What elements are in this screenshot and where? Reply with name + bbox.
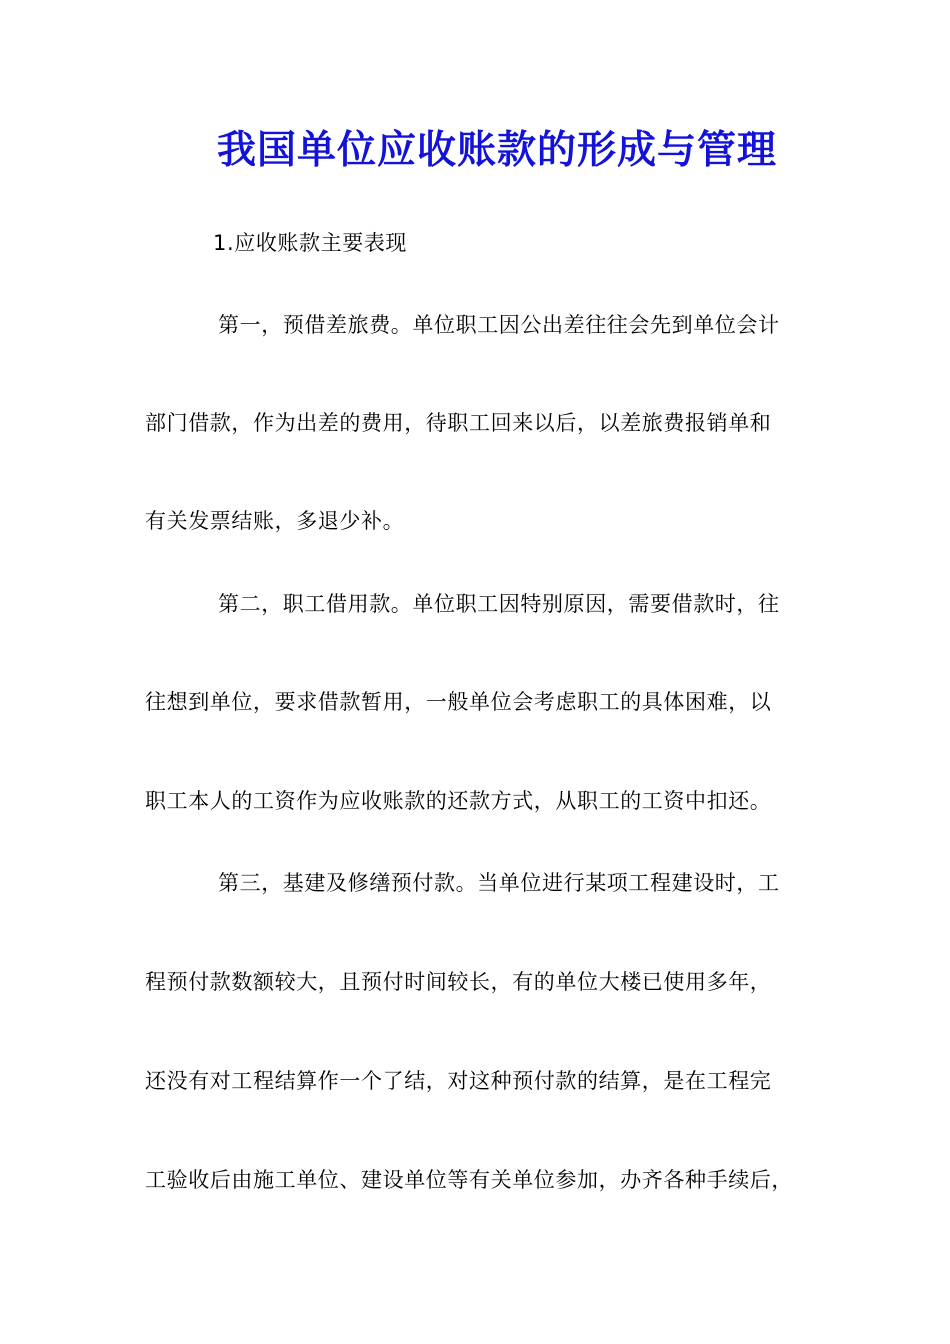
paragraph-line: 还没有对工程结算作一个了结，对这种预付款的结算，是在工程完	[145, 1069, 772, 1093]
paragraph-line: 工验收后由施工单位、建设单位等有关单位参加，办齐各种手续后，	[145, 1168, 793, 1192]
paragraph-line: 第一，预借差旅费。单位职工因公出差往往会先到单位会计	[218, 313, 780, 337]
paragraph-line: 往想到单位，要求借款暂用，一般单位会考虑职工的具体困难，以	[145, 690, 772, 714]
section-heading: 1.应收账款主要表现	[213, 231, 408, 255]
paragraph-line: 部门借款，作为出差的费用，待职工回来以后，以差旅费报销单和	[145, 411, 772, 435]
paragraph-line: 第二，职工借用款。单位职工因特别原因，需要借款时，往	[218, 592, 780, 616]
paragraph-line: 职工本人的工资作为应收账款的还款方式，从职工的工资中扣还。	[145, 789, 772, 813]
document-title: 我国单位应收账款的形成与管理	[216, 127, 777, 173]
paragraph-line: 第三，基建及修缮预付款。当单位进行某项工程建设时，工	[218, 871, 780, 895]
paragraph-line: 有关发票结账，多退少补。	[145, 509, 405, 533]
paragraph-line: 程预付款数额较大，且预付时间较长，有的单位大楼已使用多年，	[145, 970, 772, 994]
